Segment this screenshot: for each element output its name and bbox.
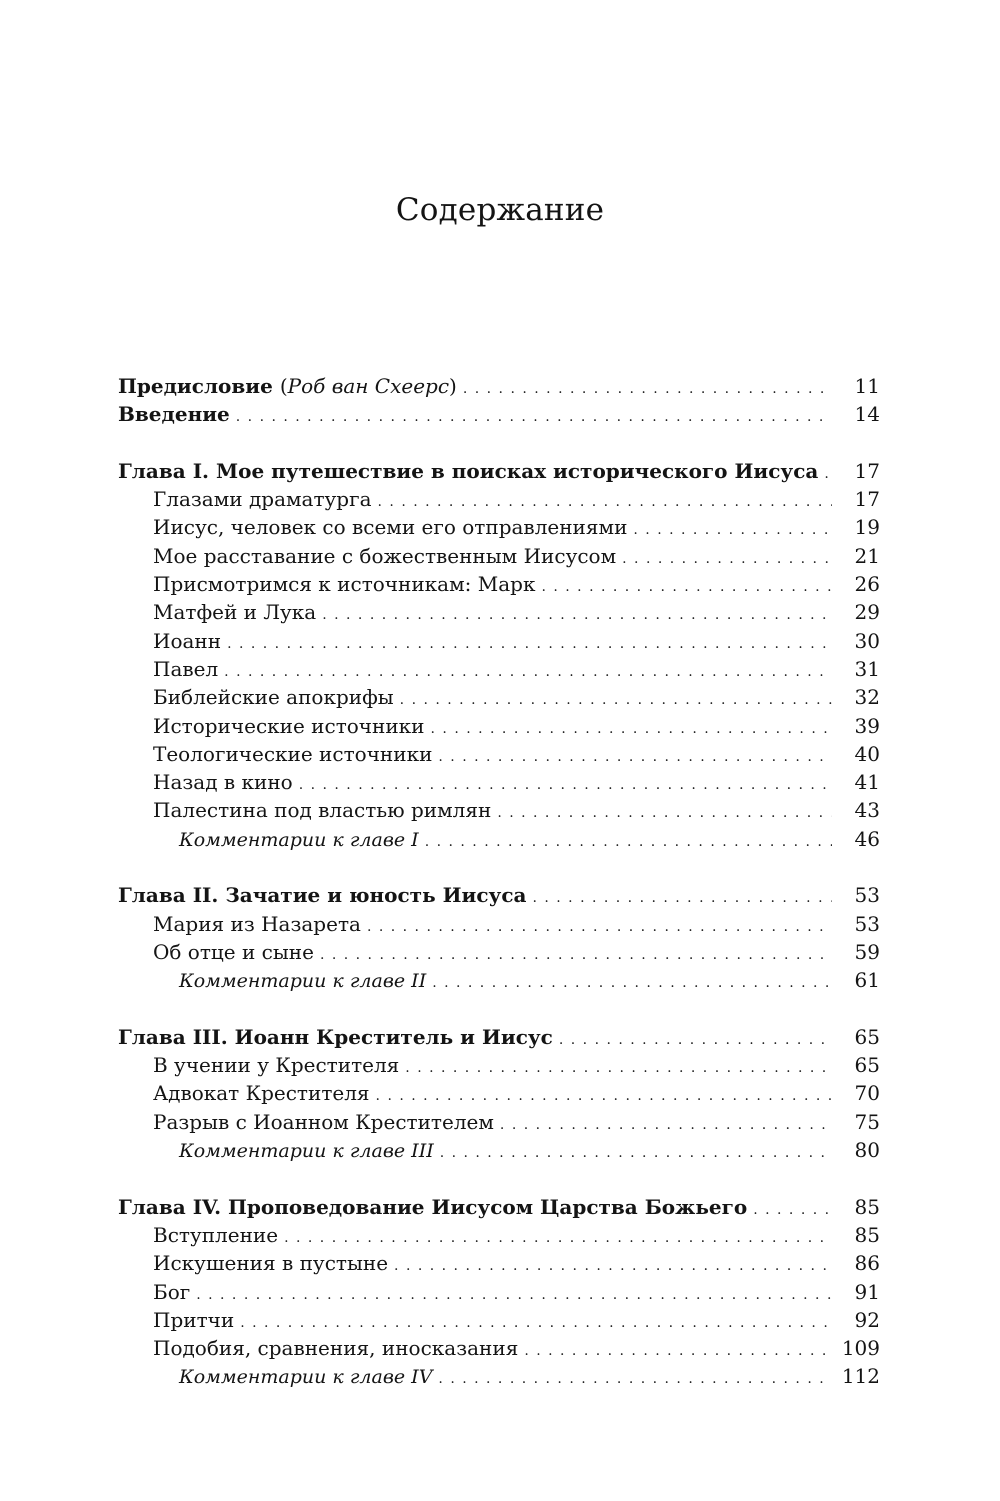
page-number: 53 — [854, 911, 880, 936]
page-number: 70 — [854, 1081, 880, 1106]
toc-entry-preface[interactable] — [118, 372, 880, 400]
section-title: Палестина под властью римлян — [153, 798, 492, 823]
page-number: 61 — [854, 968, 880, 993]
toc-section[interactable] — [118, 1306, 880, 1334]
page-number: 11 — [854, 374, 880, 398]
dot-leader — [320, 938, 832, 969]
chapter-title: Глава II. Зачатие и юность Иисуса — [118, 883, 527, 908]
page-number: 85 — [854, 1194, 880, 1219]
comments-title: Комментарии к главе III — [179, 1140, 434, 1163]
dot-leader — [376, 1079, 832, 1110]
chapter-title: Глава I. Мое путешествие в поисках исторического Иисуса — [118, 458, 819, 483]
page-number: 29 — [854, 600, 880, 625]
dot-leader — [400, 683, 832, 714]
toc-chapter-comments[interactable] — [118, 966, 880, 994]
dot-leader — [500, 1108, 832, 1139]
section-title: Мое расставание с божественным Иисусом — [153, 543, 617, 568]
page-number: 19 — [854, 515, 880, 540]
dot-leader — [440, 1136, 832, 1167]
dot-leader — [394, 1249, 832, 1280]
toc-section[interactable] — [118, 910, 880, 938]
toc-chapter-1[interactable] — [118, 457, 880, 485]
page-number: 39 — [854, 713, 880, 738]
page-number: 109 — [841, 1336, 880, 1361]
dot-leader — [497, 796, 832, 827]
dot-leader — [240, 1306, 832, 1337]
toc-section[interactable] — [118, 768, 880, 796]
section-title: Глазами драматурга — [153, 487, 372, 512]
section-title: В учении у Крестителя — [153, 1053, 400, 1078]
toc-entry-introduction[interactable] — [118, 400, 880, 428]
table-of-contents — [118, 372, 880, 1391]
dot-leader — [541, 570, 832, 601]
page-number: 85 — [854, 1222, 880, 1247]
section-title: Теологические источники — [153, 741, 433, 766]
page-number: 43 — [854, 798, 880, 823]
toc-section[interactable] — [118, 570, 880, 598]
toc-section[interactable] — [118, 655, 880, 683]
dot-leader — [438, 740, 832, 771]
dot-leader — [532, 881, 832, 912]
section-title: Вступление — [153, 1222, 279, 1247]
chapter-title: Глава III. Иоанн Креститель и Иисус — [118, 1024, 553, 1049]
dot-leader — [425, 825, 832, 856]
page-number: 17 — [854, 458, 880, 483]
toc-chapter-2[interactable] — [118, 881, 880, 909]
toc-section[interactable] — [118, 485, 880, 513]
chapter-title: Глава IV. Проповедование Иисусом Царства Божьего — [118, 1194, 748, 1219]
toc-section[interactable] — [118, 712, 880, 740]
toc-section[interactable] — [118, 1108, 880, 1136]
dot-leader — [367, 910, 832, 941]
section-title: Искушения в пустыне — [153, 1251, 389, 1276]
page-number: 53 — [854, 883, 880, 908]
page-number: 59 — [854, 939, 880, 964]
page-number: 92 — [854, 1307, 880, 1332]
page-number: 112 — [841, 1364, 880, 1389]
dot-leader — [431, 712, 832, 743]
toc-entry-label: Введение — [118, 402, 230, 427]
dot-leader — [224, 655, 832, 686]
section-title: Иисус, человек со всеми его отправлениями — [153, 515, 628, 540]
toc-section[interactable] — [118, 627, 880, 655]
preface-author: Роб ван Схеерс — [287, 374, 450, 398]
toc-section[interactable] — [118, 513, 880, 541]
dot-leader — [236, 400, 832, 431]
dot-leader — [299, 768, 832, 799]
toc-section[interactable] — [118, 683, 880, 711]
section-title: Притчи — [153, 1307, 235, 1332]
toc-section[interactable] — [118, 1249, 880, 1277]
dot-leader — [524, 1334, 832, 1365]
page-number: 21 — [854, 543, 880, 568]
section-title: Матфей и Лука — [153, 600, 317, 625]
toc-section[interactable] — [118, 1278, 880, 1306]
section-title: Павел — [153, 656, 219, 681]
toc-section[interactable] — [118, 1051, 880, 1079]
dot-leader — [322, 598, 832, 629]
toc-entry-label: Предисловие (Роб ван Схеерс) — [118, 374, 457, 398]
page-title: Содержание — [395, 192, 605, 228]
toc-section[interactable] — [118, 938, 880, 966]
dot-leader — [227, 627, 832, 658]
section-title: Об отце и сыне — [153, 939, 314, 964]
toc-section[interactable] — [118, 598, 880, 626]
toc-chapter-comments[interactable] — [118, 825, 880, 853]
page-number: 65 — [854, 1024, 880, 1049]
dot-leader — [432, 966, 832, 997]
section-title: Разрыв с Иоанном Крестителем — [153, 1109, 494, 1134]
page-number: 40 — [854, 741, 880, 766]
section-title: Подобия, сравнения, иносказания — [153, 1336, 519, 1361]
comments-title: Комментарии к главе I — [179, 828, 419, 851]
section-title: Присмотримся к источникам: Марк — [153, 572, 536, 597]
dot-leader — [559, 1023, 832, 1054]
dot-leader — [405, 1051, 832, 1082]
page-number: 14 — [854, 402, 880, 427]
dot-leader — [378, 485, 832, 516]
comments-title: Комментарии к главе II — [179, 970, 427, 993]
page-number: 86 — [854, 1251, 880, 1276]
page-number: 65 — [854, 1053, 880, 1078]
page-number: 41 — [854, 770, 880, 795]
dot-leader — [622, 542, 832, 573]
section-title: Библейские апокрифы — [153, 685, 394, 710]
dot-leader — [196, 1278, 832, 1309]
page-number: 80 — [854, 1138, 880, 1163]
page-number: 32 — [854, 685, 880, 710]
toc-section[interactable] — [118, 740, 880, 768]
dot-leader — [824, 457, 832, 488]
page-number: 46 — [854, 826, 880, 851]
toc-section[interactable] — [118, 542, 880, 570]
comments-title: Комментарии к главе IV — [179, 1366, 433, 1389]
toc-section[interactable] — [118, 796, 880, 824]
section-title: Мария из Назарета — [153, 911, 361, 936]
section-title: Бог — [153, 1279, 191, 1304]
page-number: 17 — [854, 487, 880, 512]
page-number: 30 — [854, 628, 880, 653]
section-title: Иоанн — [153, 628, 222, 653]
section-title: Исторические источники — [153, 713, 425, 738]
dot-leader — [753, 1193, 832, 1224]
dot-leader — [438, 1362, 832, 1393]
page-number: 91 — [854, 1279, 880, 1304]
section-title: Назад в кино — [153, 770, 293, 795]
toc-section[interactable] — [118, 1334, 880, 1362]
toc-section[interactable] — [118, 1079, 880, 1107]
toc-chapter-4[interactable] — [118, 1193, 880, 1221]
page-number: 26 — [854, 572, 880, 597]
dot-leader — [633, 513, 832, 544]
dot-leader — [284, 1221, 832, 1252]
dot-leader — [463, 372, 832, 403]
page-number: 31 — [854, 656, 880, 681]
toc-chapter-comments[interactable] — [118, 1136, 880, 1164]
toc-chapter-3[interactable] — [118, 1023, 880, 1051]
page-number: 75 — [854, 1109, 880, 1134]
section-title: Адвокат Крестителя — [153, 1081, 370, 1106]
toc-chapter-comments[interactable] — [118, 1362, 880, 1390]
toc-section[interactable] — [118, 1221, 880, 1249]
